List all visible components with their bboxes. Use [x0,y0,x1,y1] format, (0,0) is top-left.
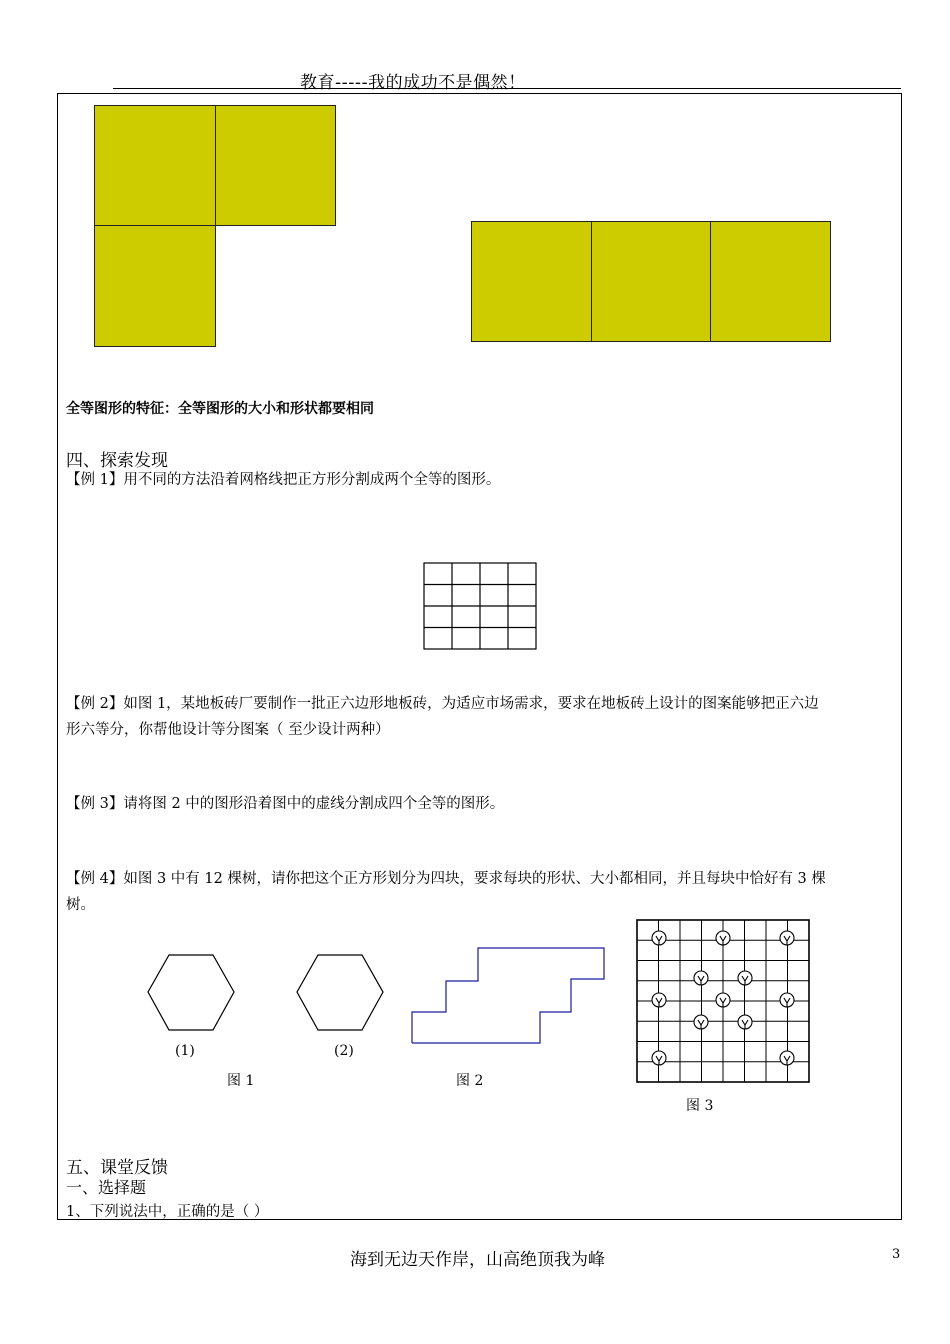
section-5-subtitle: 一、选择题 [66,1178,147,1197]
tree-icon [652,1051,666,1065]
page-number: 3 [892,1247,901,1262]
example-2-line-1: 【例 2】如图 1，某地板砖厂要制作一批正六边形地板砖，为适应市场需求，要求在地板砖上设计的图案能够把正六边 [66,696,819,712]
l-shape-square-top-right [215,105,336,226]
l-shape-square-top-left [94,105,216,226]
question-1-text: 1、下列说法中，正确的是（ ） [66,1204,269,1220]
square-grid-figure [423,562,537,650]
tree-icon [738,971,752,985]
row-shape-square-3 [710,221,831,342]
page-header-title: 教育-----我的成功不是偶然！ [300,73,526,93]
hexagon-2-label: (2) [334,1043,354,1059]
header-rule [113,88,901,89]
section-4-title: 四、探索发现 [66,451,168,471]
tree-grid-figure [635,918,811,1084]
example-4-line-2: 树。 [66,897,95,913]
example-1-text: 【例 1】用不同的方法沿着网格线把正方形分割成两个全等的图形。 [66,472,501,488]
hexagon-1-label: (1) [175,1043,195,1059]
example-3-text: 【例 3】请将图 2 中的图形沿着图中的虚线分割成四个全等的图形。 [66,796,505,812]
hexagon-1-figure [145,952,237,1034]
tree-icon [780,931,794,945]
l-shape-square-bottom [94,225,216,347]
row-shape-square-2 [591,221,711,342]
tree-icon [716,931,730,945]
example-4-line-1: 【例 4】如图 3 中有 12 棵树，请你把这个正方形划分为四块，要求每块的形状、大小都相同，并且每块中恰好有 3 棵 [66,871,826,887]
figure-2-caption: 图 2 [456,1073,484,1089]
tree-icon [652,931,666,945]
example-2-line-2: 形六等分，你帮他设计等分图案（ 至少设计两种） [66,722,390,738]
tree-icon [652,993,666,1007]
hexagon-2-figure [294,952,386,1034]
tree-icon [738,1015,752,1029]
staircase-shape-figure [408,944,608,1046]
footer-motto: 海到无边天作岸，山高绝顶我为峰 [350,1250,605,1270]
tree-icon [780,1051,794,1065]
congruent-feature-text: 全等图形的特征：全等图形的大小和形状都要相同 [66,401,374,417]
row-shape-square-1 [471,221,592,342]
tree-icon [694,1015,708,1029]
figure-1-caption: 图 1 [227,1073,255,1089]
section-5-title: 五、课堂反馈 [66,1158,168,1178]
tree-icon [780,993,794,1007]
figure-3-caption: 图 3 [686,1098,714,1114]
tree-icon [694,971,708,985]
tree-icon [716,993,730,1007]
